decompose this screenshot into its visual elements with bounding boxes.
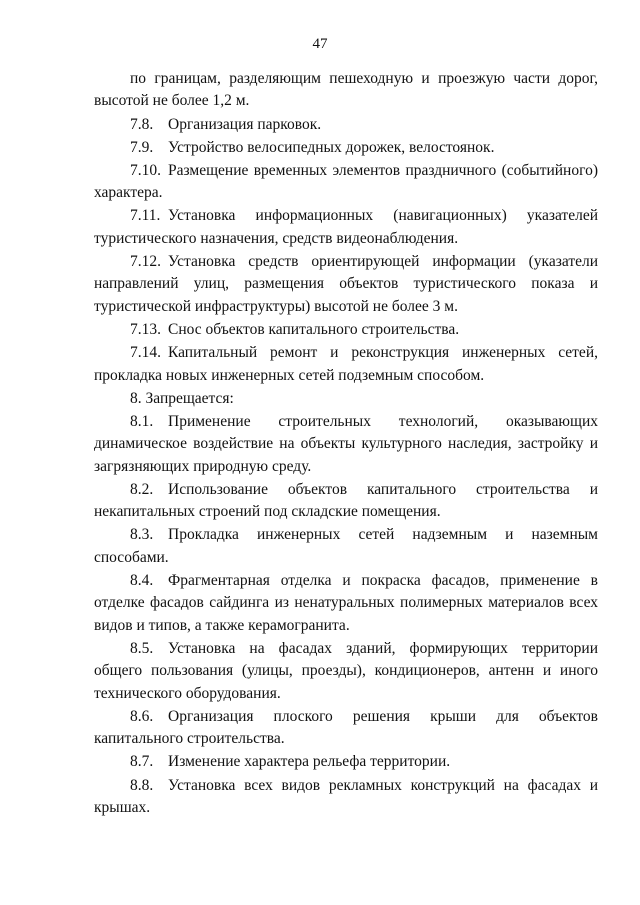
paragraph-text: Запрещается: xyxy=(145,389,234,407)
paragraph-8-4 xyxy=(94,570,598,637)
paragraph-8-1 xyxy=(94,411,598,478)
paragraph-number: 8.4. xyxy=(130,571,154,589)
paragraph-number: 8. xyxy=(130,389,142,407)
paragraph-number: 7.12. xyxy=(130,253,161,270)
paragraph-7-13 xyxy=(94,319,598,341)
paragraph-number: 8.8. xyxy=(130,776,154,794)
paragraph-number: 7.13. xyxy=(130,320,161,338)
paragraph-text: Размещение временных элементов праздничного (событийного) характера. xyxy=(94,161,598,202)
paragraph-number: 7.8. xyxy=(130,115,154,133)
paragraph-number: 7.9. xyxy=(130,138,154,156)
paragraph-text: Организация плоского решения крыши для объектов капитального строительства. xyxy=(94,707,598,748)
paragraph-text: Установка средств ориентирующей информации (указатели направлений улиц, размещения объектов туристического показа и туристической инфраструктуры) высотой не более 3 м. xyxy=(94,253,598,315)
paragraph-7-12 xyxy=(94,251,598,318)
paragraph-number: 8.1. xyxy=(130,412,154,430)
paragraph-text: Изменение характера рельефа территории. xyxy=(168,753,451,771)
paragraph-number: 7.10. xyxy=(130,161,161,179)
paragraph-text: Устройство велосипедных дорожек, велостоянок. xyxy=(168,138,495,156)
paragraph-text: Снос объектов капитального строительства. xyxy=(168,320,460,338)
paragraph-8 xyxy=(94,388,598,410)
paragraph-8-3 xyxy=(94,524,598,569)
paragraph-text: Фрагментарная отделка и покраска фасадов, применение в отделке фасадов сайдинга из ненатуральных полимерных материалов всех видов и типов, а также керамогранита. xyxy=(94,571,598,634)
paragraph-7-11 xyxy=(94,205,598,250)
paragraph-8-8 xyxy=(94,775,598,820)
paragraph-text: Установка информационных (навигационных) указателей туристического назначения, средств видеонаблюдения. xyxy=(94,207,598,247)
paragraph-7-10 xyxy=(94,160,598,205)
paragraph-7-9 xyxy=(94,137,598,159)
paragraph-text: по границам, разделяющим пешеходную и проезжую части дорог, высотой не более 1,2 м. xyxy=(94,70,598,110)
paragraph-text: Установка всех видов рекламных конструкций на фасадах и крышах. xyxy=(94,776,598,816)
paragraph-7-14 xyxy=(94,342,598,387)
paragraph-number: 7.14. xyxy=(130,344,161,362)
paragraph-number: 8.6. xyxy=(130,707,154,725)
paragraph-8-2 xyxy=(94,479,598,524)
document-body xyxy=(94,68,598,820)
page-number: 47 xyxy=(312,36,328,52)
paragraph-number: 8.3. xyxy=(130,526,154,544)
paragraph-text: Прокладка инженерных сетей надземным и наземным способами. xyxy=(94,526,598,566)
paragraph-8-5 xyxy=(94,638,598,705)
paragraph-8-6 xyxy=(94,706,598,751)
paragraph-8-7 xyxy=(94,751,598,773)
paragraph-number: 8.5. xyxy=(130,639,154,657)
paragraph-text: Использование объектов капитального строительства и некапитальных строений под складские помещения. xyxy=(94,480,598,521)
paragraph-text: Установка на фасадах зданий, формирующих территории общего пользования (улицы, проезды), кондиционеров, антенн и иного технического оборудования. xyxy=(94,639,598,702)
paragraph-text: Организация парковок. xyxy=(168,115,322,133)
paragraph-7-8 xyxy=(94,114,598,136)
paragraph-number: 8.2. xyxy=(130,480,154,498)
paragraph-number: 7.11. xyxy=(130,207,161,225)
paragraph-text: Капитальный ремонт и реконструкция инженерных сетей, прокладка новых инженерных сетей подземным способом. xyxy=(94,344,598,384)
paragraph-number: 8.7. xyxy=(130,753,154,771)
paragraph-text: Применение строительных технологий, оказывающих динамическое воздействие на объекты культурного наследия, застройку и загрязняющих природную среду. xyxy=(94,412,598,475)
paragraph-continuation xyxy=(94,68,598,113)
